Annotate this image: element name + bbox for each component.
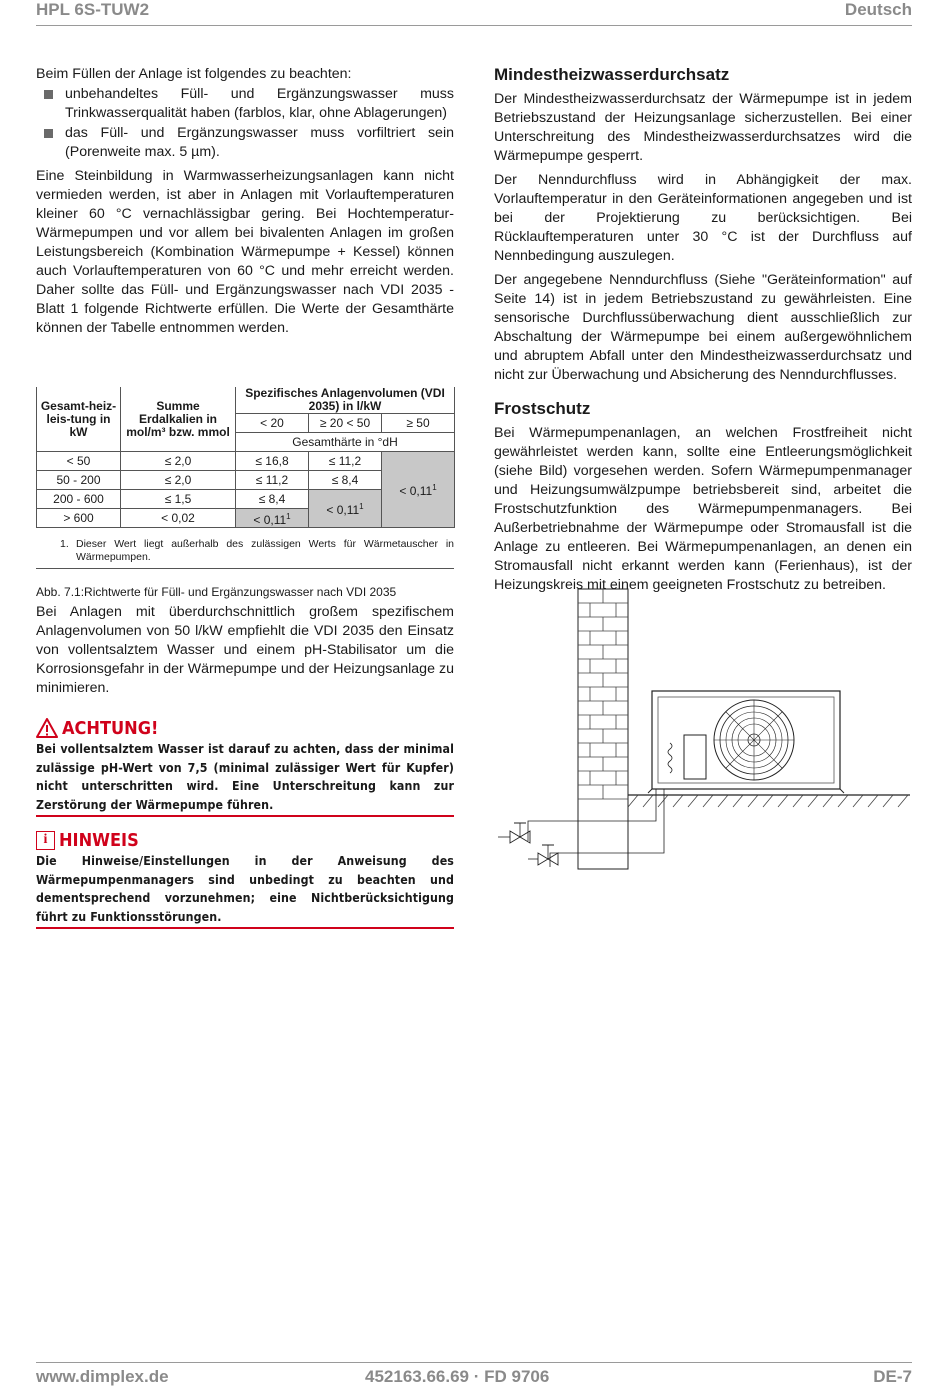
fill-intro: Beim Füllen der Anlage ist folgendes zu beachten: — [36, 66, 352, 82]
right-column — [494, 65, 912, 600]
scale-paragraph: Eine Steinbildung in Warmwasserheizungsanlagen kann nicht vermieden werden, ist aber in Anlagen mit Vorlauftemperaturen kleiner 60 °C vernachlässigbar gering. Bei Hochtemperatur-Wärmepumpen und vor allem bei bivalenten Anlagen im großen Leistungsbereich (Kombination Wärmepumpe + Kessel) können auch Vorlauftemperaturen von 60 °C und mehr erreicht werden. Daher sollte das Füll- und Ergänzungswasser nach VDI 2035 - Blatt 1 folgende Richtwerte erfüllen. Die Werte der Gesamthärte können der Tabelle entnommen werden. — [36, 168, 454, 336]
heat-pump-drain-diagram-icon — [488, 585, 912, 885]
figure-caption: Abb. 7.1:Richtwerte für Füll- und Ergänzungswasser nach VDI 2035 — [36, 585, 397, 599]
merged-20-50-cell: < $0,11^1$ — [309, 490, 382, 528]
note-text: Die Hinweise/Einstellungen in der Anweisung des Wärmepumpenmanagers sind unbedingt zu beachten und dementsprechend vorzunehmen; eine Nichtberücksichtigung führt zu Funktionsstörungen. — [36, 854, 454, 924]
table-row: 200 - 600 ≤ 1,5 ≤ 8,4 < $0,11^1$ — [37, 490, 455, 509]
info-icon: i — [36, 831, 55, 850]
section-heading-frost: Frostschutz — [494, 399, 591, 418]
warning-title: ACHTUNG! — [62, 717, 159, 739]
table-row: > 600 < 0,02 < $0,11^1$ — [37, 509, 455, 528]
header-sum: Summe Erdalkalien in mol/m³ bzw. mmol — [121, 387, 236, 452]
header-lt20: < 20 — [236, 414, 309, 433]
section-heading-flow: Mindestheizwasserdurchsatz — [494, 65, 730, 84]
flow-paragraph-3: Der angegebene Nenndurchfluss (Siehe "Geräteinformation" auf Seite 14) ist in jedem Betriebszustand zu gewährleisten. Eine sensorische Durchflussüberwachung dient ausschließlich zur Abschaltung der Wärmepumpe bei einem außergewöhnlichem und abruptem Abfall unter den Mindestheizwasserdurchsatz und nicht zur Überwachung und Absicherung des Nenndurchflusses. — [494, 272, 912, 383]
warning-rule — [36, 815, 454, 817]
frost-paragraph: Bei Wärmepumpenanlagen, an welchen Frostfreiheit nicht gewährleistet werden kann, sollte eine Entleerungsmöglichkeit (siehe Bild) vorgesehen werden. Sofern Wärmepumpenmanager und Heizungsumwälzpumpe betriebsbereit sind, arbeitet die Frostschutzfunktion des Wärmepumpenmanagers. Bei Außerbetriebnahme der Wärmepumpe oder Stromausfall ist die Anlage zu entleeren. Bei Wärmepumpenanlagen, an denen ein Stromausfall nicht erkannt werden kann (Ferienhaus), ist der Heizungskreis mit einem geeigneten Frostschutz zu betreiben. — [494, 425, 912, 593]
bullet-square-icon — [44, 90, 53, 99]
note-rule — [36, 927, 454, 929]
website-link[interactable]: www.dimplex.de — [36, 1367, 169, 1386]
bullet-item: das Füll- und Ergänzungswasser muss vorfiltriert sein (Porenweite max. 5 µm). — [36, 124, 454, 162]
vdi-2035-table — [36, 387, 455, 528]
language-label: Deutsch — [844, 0, 912, 19]
merged-ge50-cell: < $0,11^1$ — [382, 452, 455, 528]
document-number: 452163.66.69 · FD 9706 — [365, 1367, 550, 1386]
header-ge50: ≥ 50 — [382, 414, 455, 433]
page-number: DE-7 — [873, 1367, 912, 1386]
flow-paragraph-1: Der Mindestheizwasserdurchsatz der Wärmepumpe ist in jedem Betriebszustand der Heizungsanlage sicherzustellen. Bei einer Unterschreitung des Mindestheizwasserdurchsatzes wird die Wärmepumpe gesperrt. — [494, 91, 912, 164]
table-bottom-rule — [36, 568, 454, 569]
header-specific-volume: Spezifisches Anlagenvolumen (VDI 2035) in l/kW — [236, 387, 455, 414]
header-hardness: Gesamthärte in °dH — [236, 433, 455, 452]
table-footnote: 1. Dieser Wert liegt außerhalb des zulässigen Werts für Wärmetauscher in Wärmepumpen. — [60, 538, 454, 563]
table-row: 50 - 200 ≤ 2,0 ≤ 11,2 ≤ 8,4 — [37, 471, 455, 490]
header-power: Gesamt-heiz-leis-tung in kW — [37, 387, 121, 452]
warning-triangle-icon — [36, 718, 58, 738]
bullet-item: unbehandeltes Füll- und Ergänzungswasser muss Trinkwasserqualität haben (farblos, klar, ohne Ablagerungen) — [36, 85, 454, 123]
note-box — [36, 828, 454, 929]
header-20-50: ≥ 20 < 50 — [309, 414, 382, 433]
model-name: HPL 6S-TUW2 — [36, 0, 150, 19]
table-row: < 50 ≤ 2,0 ≤ 16,8 ≤ 11,2 < $0,11^1$ — [37, 452, 455, 471]
flow-paragraph-2: Der Nenndurchfluss wird in Abhängigkeit der max. Vorlauftemperatur in den Geräteinformationen angegeben und ist bei der Projektierung zu berücksichtigen. Bei Rücklauftemperaturen unter 30 °C ist der Durchfluss auf Nennbedingung auszulegen. — [494, 172, 912, 264]
bullet-square-icon — [44, 129, 53, 138]
page-footer — [36, 1362, 912, 1386]
note-title: HINWEIS — [59, 829, 139, 851]
warning-box — [36, 716, 454, 817]
page-header — [36, 0, 912, 26]
vdi-recommendation-paragraph: Bei Anlagen mit überdurchschnittlich großem spezifischem Anlagenvolumen von 50 l/kW empfiehlt die VDI 2035 den Einsatz von vollentsalztem Wasser und einem pH-Stabilisator um die Korrosionsgefahr in der Wärmepumpe und der Heizungsanlage zu minimieren. — [36, 604, 454, 696]
warning-text: Bei vollentsalztem Wasser ist darauf zu achten, dass der minimal zulässige pH-Wert von 7,5 (minimal zulässiger Wert für Kupfer) nicht unterschritten wird. Eine Unterschreitung kann zur Zerstörung der Wärmepumpe führen. — [36, 742, 454, 812]
left-column — [36, 65, 454, 343]
